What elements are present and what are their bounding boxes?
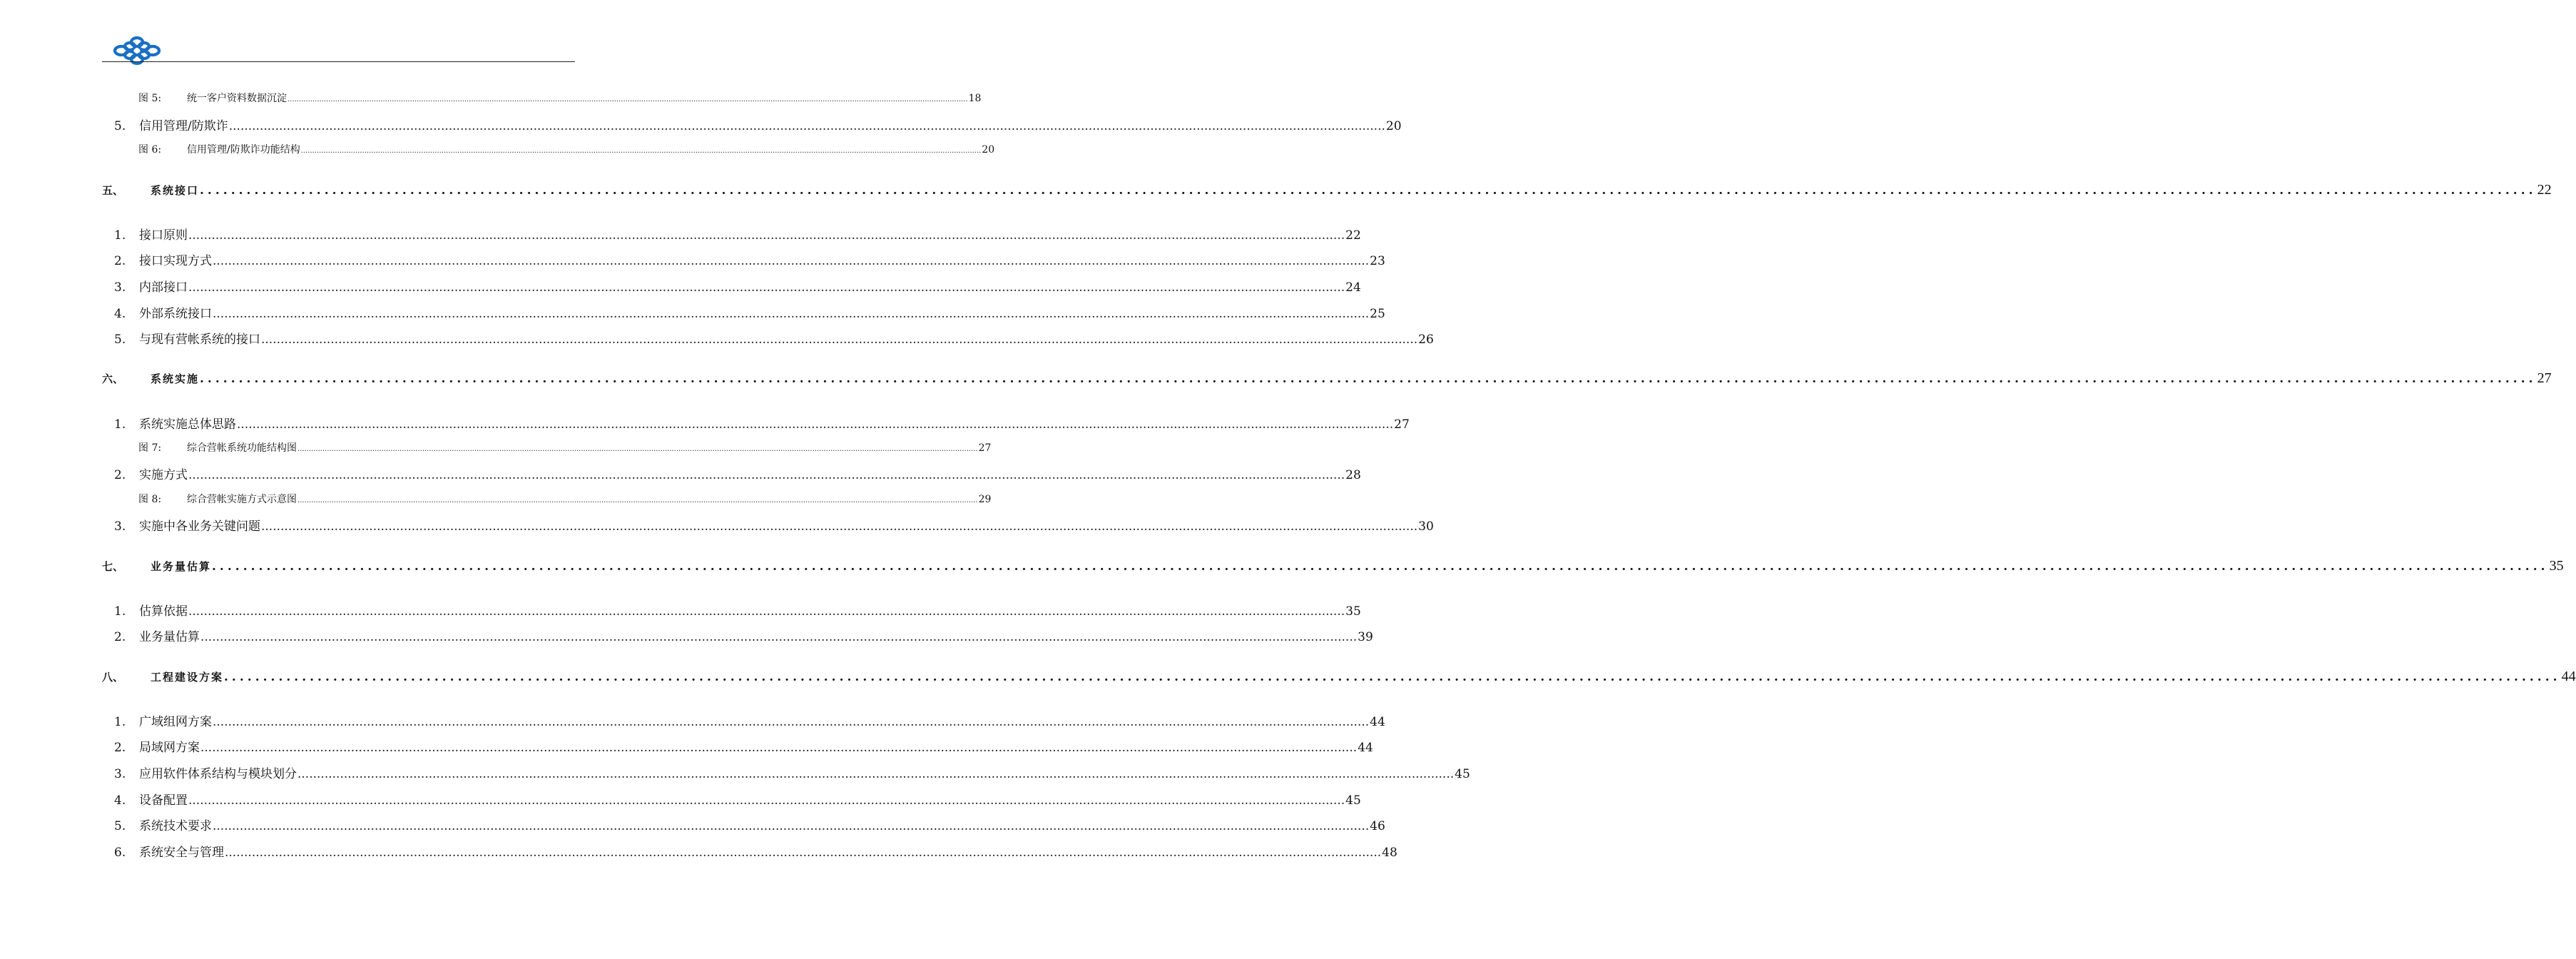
section-title: 外部系统接口 xyxy=(139,307,212,321)
chapter-title: 系统接口 xyxy=(151,184,200,197)
leader-dots: ............................................................................................................................................................................................................................................................................................................ xyxy=(287,96,968,103)
toc-section-entry[interactable] xyxy=(114,763,1470,781)
chapter-title: 业务量估算 xyxy=(151,560,212,573)
leader-dots: ............................................................................................................................................................................................................................................................................................................ xyxy=(200,630,1358,644)
figure-title: 综合营帐系统功能结构图 xyxy=(187,442,297,454)
section-title: 接口原则 xyxy=(139,228,188,243)
leader-dots: ............................................................................................................................................................................................................................................................................................................ xyxy=(300,147,982,155)
section-number: 1. xyxy=(114,715,126,729)
chapter-title: 系统实施 xyxy=(151,372,200,385)
figure-number: 图 7: xyxy=(138,442,162,454)
toc-section-entry[interactable] xyxy=(114,465,1361,482)
toc-section-entry[interactable] xyxy=(114,842,1398,860)
section-number: 2. xyxy=(114,741,126,755)
page-number: 27 xyxy=(2537,370,2552,386)
section-title: 设备配置 xyxy=(139,793,188,808)
leader-dots: ............................................................................................................................................................................................................................................................................................................ xyxy=(261,519,1418,534)
page-number: 25 xyxy=(1370,307,1385,321)
section-title: 与现有营帐系统的接口 xyxy=(139,333,260,347)
page-number: 35 xyxy=(1345,604,1361,619)
page-number: 45 xyxy=(1455,767,1470,781)
figure-title: 统一客户资料数据沉淀 xyxy=(187,93,287,104)
toc-section-entry[interactable] xyxy=(114,329,1434,347)
leader-dots: ............................................................................................................................................................................................................................................................................................................ xyxy=(261,333,1418,347)
leader-dots: ............................................................................................................................................................................................................................................................................................................ xyxy=(225,846,1382,860)
section-number: 5. xyxy=(114,119,126,133)
section-number: 5. xyxy=(114,819,126,833)
section-number: 5. xyxy=(114,333,126,347)
section-title: 系统安全与管理 xyxy=(139,846,224,860)
toc-figure-entry[interactable] xyxy=(138,440,992,455)
section-number: 1. xyxy=(114,417,126,432)
page-number: 44 xyxy=(1358,741,1373,755)
section-title: 内部接口 xyxy=(139,280,188,295)
section-title: 广域组网方案 xyxy=(139,715,212,729)
section-number: 2. xyxy=(114,630,126,644)
section-title: 系统技术要求 xyxy=(139,819,212,833)
chapter-number: 八、 xyxy=(102,671,124,684)
chapter-number: 五、 xyxy=(102,184,124,197)
page-number: 23 xyxy=(1370,254,1385,268)
leader-dots: ............................................................................................................................................................................................................................................................................................................ xyxy=(188,228,1345,243)
toc-section-entry[interactable] xyxy=(114,225,1361,243)
leader-dots: ............................................................................................................................................................................................................................................................................................................ xyxy=(213,819,1370,833)
toc-section-entry[interactable] xyxy=(114,816,1385,833)
chapter-number: 七、 xyxy=(102,560,124,573)
leader-dots: ............................................................................................................................................................................................................................................................................................................ xyxy=(213,254,1370,268)
section-title: 应用软件体系结构与模块划分 xyxy=(139,767,297,781)
figure-title: 信用管理/防欺诈功能结构 xyxy=(187,144,300,156)
page-number: 48 xyxy=(1382,846,1398,860)
toc-section-entry[interactable] xyxy=(114,116,1402,133)
section-title: 接口实现方式 xyxy=(139,254,212,268)
section-title: 业务量估算 xyxy=(139,630,200,644)
page-number: 28 xyxy=(1345,468,1361,482)
leader-dots: ............................................................................................................................................................................................................................................................................................................ xyxy=(228,119,1385,133)
section-number: 3. xyxy=(114,519,126,534)
page-number: 35 xyxy=(2549,558,2564,574)
page-number: 18 xyxy=(968,93,982,104)
leader-dots: ............................................................................................................................................................................................................................................................................................................ xyxy=(213,715,1370,729)
section-number: 1. xyxy=(114,228,126,243)
toc-section-entry[interactable] xyxy=(114,626,1373,644)
toc-section-entry[interactable] xyxy=(114,601,1361,619)
leader-dots: ............................................................................................................................................................................................................................................................................................................ xyxy=(200,741,1358,755)
leader-dots: ............................................................................................................................................................................................................................................................................................................ xyxy=(188,468,1345,482)
page-number: 20 xyxy=(982,144,995,156)
section-number: 1. xyxy=(114,604,126,619)
toc-chapter-entry[interactable] xyxy=(102,558,2564,574)
page-number: 46 xyxy=(1370,819,1385,833)
page-number: 22 xyxy=(2537,182,2552,198)
page-number: 39 xyxy=(1358,630,1373,644)
page-number: 20 xyxy=(1385,119,1402,133)
leader-dots: ............................................................................................................................................................................................................................................................................................................ xyxy=(188,280,1345,295)
section-number: 2. xyxy=(114,468,126,482)
leader-dots: ............................................................................................................................................................................................................................................................................................................ xyxy=(188,604,1345,619)
toc-chapter-entry[interactable] xyxy=(102,669,2576,685)
figure-number: 图 6: xyxy=(138,144,162,156)
page-number: 24 xyxy=(1345,280,1361,295)
toc-figure-entry[interactable] xyxy=(138,142,995,156)
leader-dots: ............................................................................................................................................................................................................................................................................................................ xyxy=(297,445,978,453)
page-number: 29 xyxy=(978,494,992,505)
section-number: 6. xyxy=(114,846,126,860)
toc-section-entry[interactable] xyxy=(114,516,1434,534)
leader-dots: ............................................................................................................................................................................................................................................................................................................ xyxy=(200,183,2537,198)
page-number: 22 xyxy=(1345,228,1361,243)
figure-number: 图 8: xyxy=(138,494,162,505)
section-title: 估算依据 xyxy=(139,604,188,619)
section-title: 系统实施总体思路 xyxy=(139,417,236,432)
header-rule xyxy=(102,61,575,62)
toc-section-entry[interactable] xyxy=(114,277,1361,295)
leader-dots: ............................................................................................................................................................................................................................................................................................................ xyxy=(212,559,2549,574)
leader-dots: ............................................................................................................................................................................................................................................................................................................ xyxy=(213,307,1370,321)
toc-section-entry[interactable] xyxy=(114,790,1361,808)
chapter-number: 六、 xyxy=(102,372,124,385)
toc-section-entry[interactable] xyxy=(114,737,1373,755)
section-number: 2. xyxy=(114,254,126,268)
page-number: 30 xyxy=(1418,519,1434,534)
chapter-title: 工程建设方案 xyxy=(151,671,224,684)
section-title: 局域网方案 xyxy=(139,741,200,755)
section-number: 4. xyxy=(114,793,126,808)
toc-chapter-entry[interactable] xyxy=(102,370,2552,387)
page-number: 45 xyxy=(1345,793,1361,808)
page-number: 44 xyxy=(2561,669,2576,684)
toc-section-entry[interactable] xyxy=(114,414,1410,432)
toc-section-entry[interactable] xyxy=(114,711,1385,729)
leader-dots: ............................................................................................................................................................................................................................................................................................................ xyxy=(237,417,1394,432)
page-number: 44 xyxy=(1370,715,1385,729)
section-number: 3. xyxy=(114,280,126,295)
leader-dots: ............................................................................................................................................................................................................................................................................................................ xyxy=(297,497,978,504)
section-title: 实施方式 xyxy=(139,468,188,482)
leader-dots: ............................................................................................................................................................................................................................................................................................................ xyxy=(188,793,1345,808)
page-number: 26 xyxy=(1418,333,1434,347)
toc-section-entry[interactable] xyxy=(114,250,1385,268)
leader-dots: ............................................................................................................................................................................................................................................................................................................ xyxy=(297,767,1455,781)
leader-dots: ............................................................................................................................................................................................................................................................................................................ xyxy=(200,372,2537,386)
section-number: 3. xyxy=(114,767,126,781)
section-number: 4. xyxy=(114,307,126,321)
toc-figure-entry[interactable] xyxy=(138,91,982,105)
toc-figure-entry[interactable] xyxy=(138,492,992,506)
section-title: 信用管理/防欺诈 xyxy=(139,119,228,133)
toc-chapter-entry[interactable] xyxy=(102,182,2552,198)
page-number: 27 xyxy=(978,442,992,454)
section-title: 实施中各业务关键问题 xyxy=(139,519,260,534)
figure-title: 综合营帐实施方式示意图 xyxy=(187,494,297,505)
figure-number: 图 5: xyxy=(138,93,162,104)
leader-dots: ............................................................................................................................................................................................................................................................................................................ xyxy=(224,670,2561,684)
page-number: 27 xyxy=(1394,417,1410,432)
toc-section-entry[interactable] xyxy=(114,303,1385,321)
